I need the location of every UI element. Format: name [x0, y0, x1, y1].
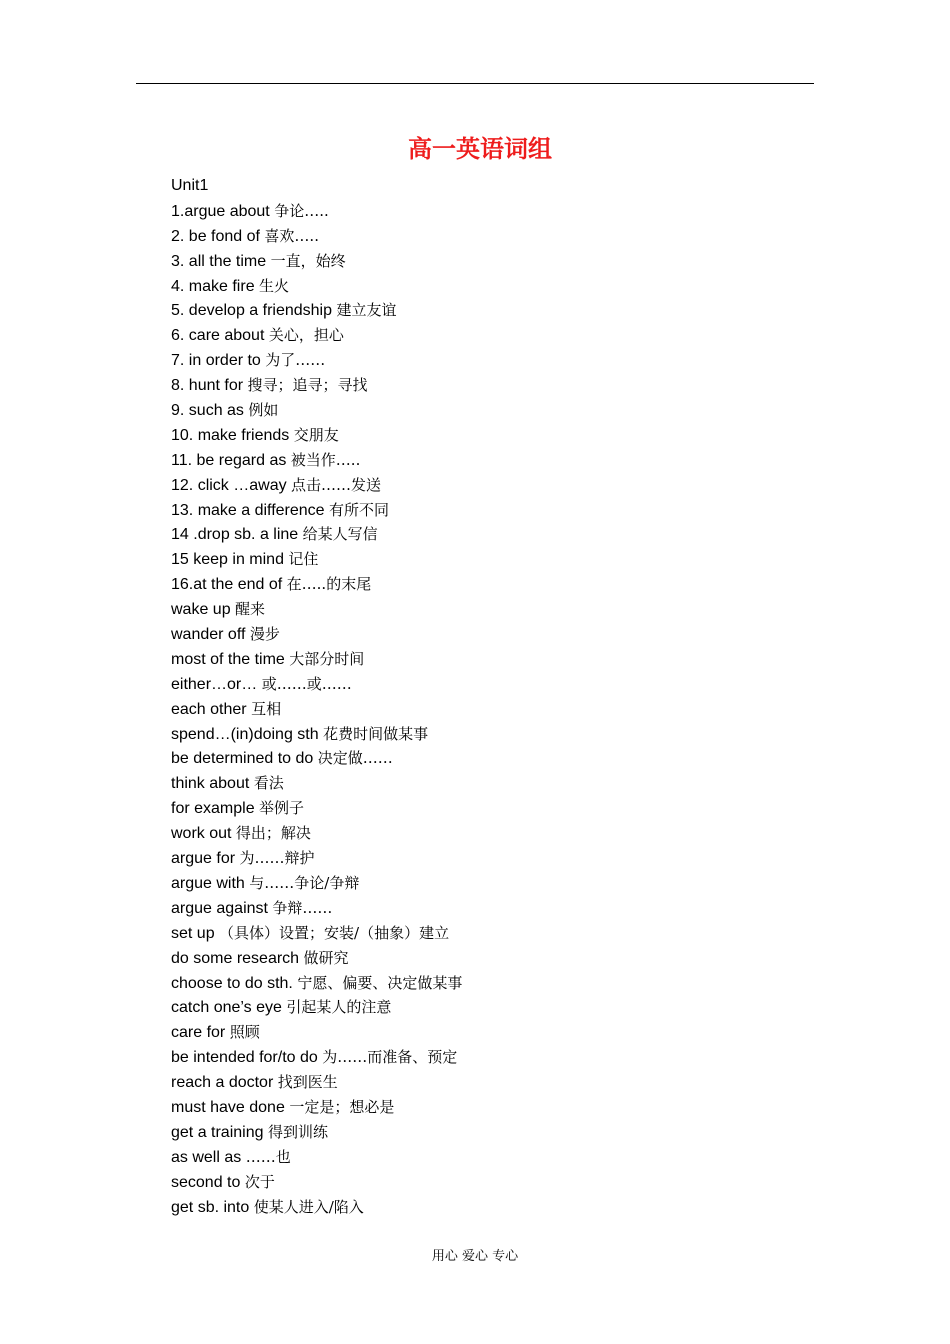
phrase-entry — [171, 1120, 811, 1145]
phrase-chinese: 记住 — [288, 550, 319, 569]
phrase-list — [171, 174, 811, 1219]
phrase-chinese: 争辩…… — [272, 898, 333, 917]
phrase-english: be intended for/to do — [171, 1049, 318, 1067]
phrase-entry — [171, 1170, 811, 1195]
phrase-english: wander off — [171, 626, 246, 644]
header-rule — [136, 83, 814, 84]
phrase-chinese: 找到医生 — [277, 1073, 338, 1092]
phrase-english: care for — [171, 1024, 226, 1042]
phrase-chinese: 漫步 — [249, 625, 280, 644]
phrase-english: do some research — [171, 949, 300, 967]
phrase-english: get a training — [171, 1123, 264, 1141]
phrase-entry — [171, 597, 811, 622]
phrase-english: 3. all the time — [171, 252, 267, 270]
phrase-chinese: 看法 — [253, 774, 284, 793]
phrase-chinese: 为……辩护 — [239, 849, 315, 868]
phrase-english: 16.at the end of — [171, 576, 283, 594]
phrase-entry — [171, 871, 811, 896]
phrase-chinese: 为……而准备、预定 — [322, 1048, 458, 1067]
phrase-entry — [171, 448, 811, 473]
phrase-chinese: 生火 — [259, 276, 290, 295]
phrase-entry — [171, 995, 811, 1020]
phrase-entry — [171, 498, 811, 523]
phrase-entry — [171, 547, 811, 572]
phrase-entry — [171, 224, 811, 249]
phrase-entry — [171, 746, 811, 771]
phrase-entry — [171, 896, 811, 921]
phrase-english: as well as — [171, 1148, 242, 1166]
phrase-entry — [171, 249, 811, 274]
phrase-english: 1.argue about — [171, 202, 270, 220]
phrase-chinese: 给某人写信 — [302, 525, 378, 544]
phrase-chinese: 争论….. — [274, 201, 329, 220]
phrase-english: 10. make friends — [171, 426, 290, 444]
phrase-chinese: 使某人进入/陷入 — [253, 1197, 364, 1216]
phrase-entry — [171, 622, 811, 647]
phrase-entry — [171, 1095, 811, 1120]
phrase-chinese: （具体）设置；安装/（抽象）建立 — [219, 923, 450, 942]
phrase-chinese: 关心，担心 — [268, 326, 344, 345]
phrase-english: second to — [171, 1173, 241, 1191]
phrase-entry — [171, 373, 811, 398]
phrase-entry — [171, 274, 811, 299]
phrase-entry — [171, 473, 811, 498]
phrase-chinese: 与……争论/争辩 — [249, 873, 360, 892]
phrase-chinese: 举例子 — [259, 799, 305, 818]
phrase-chinese: 做研究 — [303, 948, 349, 967]
phrase-entry — [171, 796, 811, 821]
phrase-entry — [171, 1195, 811, 1220]
phrase-chinese: 次于 — [244, 1172, 275, 1191]
phrase-entry — [171, 846, 811, 871]
phrase-chinese: 搜寻；追寻；寻找 — [247, 376, 368, 395]
phrase-english: each other — [171, 700, 247, 718]
phrase-entry — [171, 672, 811, 697]
phrase-english: 4. make fire — [171, 277, 255, 295]
phrase-chinese: 花费时间做某事 — [323, 724, 429, 743]
phrase-english: 15 keep in mind — [171, 551, 284, 569]
phrase-chinese: 决定做…… — [317, 749, 393, 768]
phrase-english: set up — [171, 924, 215, 942]
phrase-english: must have done — [171, 1098, 285, 1116]
phrase-entry — [171, 298, 811, 323]
phrase-english: for example — [171, 800, 255, 818]
phrase-chinese: 照顾 — [229, 1023, 260, 1042]
phrase-english: argue with — [171, 874, 245, 892]
phrase-chinese: 在…..的末尾 — [286, 575, 372, 594]
phrase-chinese: 例如 — [248, 401, 279, 420]
phrase-english: 8. hunt for — [171, 377, 244, 395]
phrase-english: 6. care about — [171, 327, 265, 345]
phrase-chinese: 或……或…… — [261, 674, 352, 693]
phrase-chinese: 醒来 — [235, 600, 266, 619]
phrase-chinese: ……也 — [245, 1147, 291, 1166]
phrase-english: be determined to do — [171, 750, 314, 768]
phrase-english: argue for — [171, 850, 236, 868]
phrase-chinese: 建立友谊 — [336, 301, 397, 320]
phrase-entry — [171, 572, 811, 597]
phrase-entry — [171, 323, 811, 348]
phrase-entry — [171, 423, 811, 448]
phrase-entry — [171, 697, 811, 722]
phrase-entry — [171, 971, 811, 996]
phrase-chinese: 互相 — [251, 699, 282, 718]
phrase-chinese: 有所不同 — [329, 500, 390, 519]
phrase-chinese: 为了…… — [265, 351, 326, 370]
phrase-entry — [171, 647, 811, 672]
phrase-english: either…or… — [171, 675, 258, 693]
phrase-english: 11. be regard as — [171, 451, 287, 469]
phrase-entry — [171, 821, 811, 846]
phrase-english: wake up — [171, 601, 231, 619]
phrase-english: 7. in order to — [171, 352, 261, 370]
phrase-english: 5. develop a friendship — [171, 302, 332, 320]
phrase-entry — [171, 199, 811, 224]
phrase-entry — [171, 398, 811, 423]
phrase-chinese: 得到训练 — [267, 1122, 328, 1141]
phrase-entry — [171, 1145, 811, 1170]
phrase-chinese: 喜欢….. — [264, 226, 319, 245]
phrase-english: 2. be fond of — [171, 227, 260, 245]
phrase-english: catch one’s eye — [171, 999, 282, 1017]
phrase-chinese: 宁愿、偏要、决定做某事 — [297, 973, 463, 992]
phrase-chinese: 得出；解决 — [235, 824, 311, 843]
phrase-english: get sb. into — [171, 1198, 250, 1216]
unit-heading: Unit1 — [171, 177, 209, 194]
phrase-entry — [171, 348, 811, 373]
phrase-english: most of the time — [171, 650, 285, 668]
phrase-english: 9. such as — [171, 402, 244, 420]
phrase-entry — [171, 1070, 811, 1095]
phrase-chinese: 大部分时间 — [289, 649, 365, 668]
phrase-chinese: 交朋友 — [293, 425, 339, 444]
phrase-english: reach a doctor — [171, 1074, 274, 1092]
phrase-entry — [171, 1045, 811, 1070]
phrase-english: think about — [171, 775, 250, 793]
phrase-entry — [171, 522, 811, 547]
phrase-entry — [171, 722, 811, 747]
phrase-entry — [171, 946, 811, 971]
page-footer: 用心 爱心 专心 — [431, 1249, 519, 1264]
phrase-english: 14 .drop sb. a line — [171, 526, 299, 544]
phrase-chinese: 一直，始终 — [270, 251, 346, 270]
phrase-chinese: 一定是；想必是 — [289, 1097, 395, 1116]
phrase-english: work out — [171, 825, 232, 843]
phrase-english: 13. make a difference — [171, 501, 325, 519]
phrase-english: choose to do sth. — [171, 974, 293, 992]
page-title: 高一英语词组 — [408, 135, 552, 163]
phrase-entry — [171, 771, 811, 796]
phrase-english: 12. click …away — [171, 476, 287, 494]
phrase-entry — [171, 921, 811, 946]
phrase-chinese: 被当作….. — [290, 450, 361, 469]
phrase-chinese: 点击……发送 — [291, 475, 382, 494]
phrase-english: spend…(in)doing sth — [171, 725, 319, 743]
phrase-english: argue against — [171, 899, 268, 917]
phrase-entry — [171, 1020, 811, 1045]
phrase-chinese: 引起某人的注意 — [286, 998, 392, 1017]
